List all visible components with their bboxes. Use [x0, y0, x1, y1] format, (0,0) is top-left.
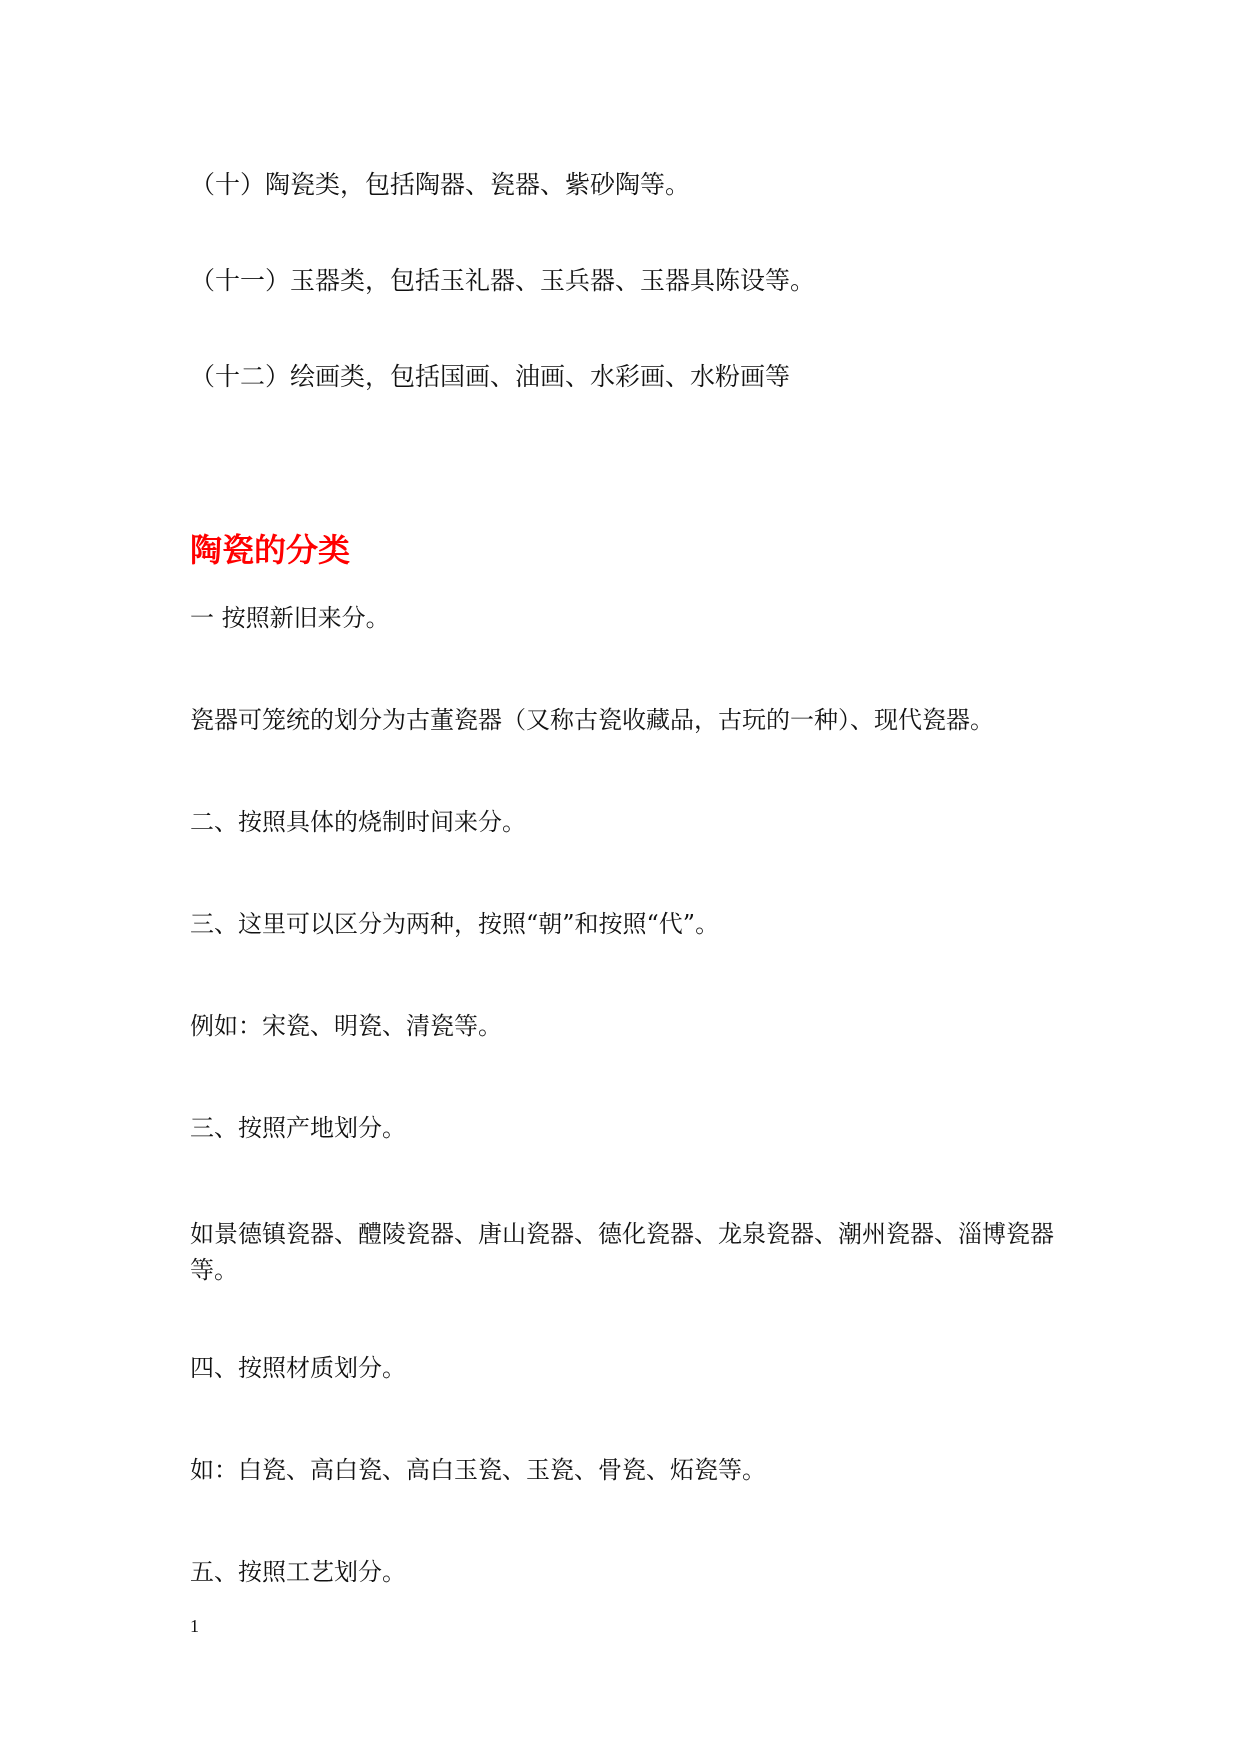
page-number: 1: [190, 1616, 199, 1636]
paragraph-material-examples: 如：白瓷、高白瓷、高白玉瓷、玉瓷、骨瓷、炻瓷等。: [190, 1456, 766, 1484]
intro-list-item-painting: （十二）绘画类，包括国画、油画、水彩画、水粉画等: [190, 362, 791, 391]
paragraph-dynasty-example: 例如：宋瓷、明瓷、清瓷等。: [190, 1012, 502, 1040]
paragraph-by-material: 四、按照材质划分。: [190, 1354, 406, 1382]
paragraph-by-age: 一 按照新旧来分。: [190, 604, 390, 632]
paragraph-origin-examples: 如景德镇瓷器、醴陵瓷器、唐山瓷器、德化瓷器、龙泉瓷器、潮州瓷器、淄博瓷器等。: [190, 1220, 1054, 1284]
paragraph-by-origin: 三、按照产地划分。: [190, 1114, 406, 1142]
paragraph-by-craft: 五、按照工艺划分。: [190, 1558, 406, 1586]
paragraph-antique-modern: 瓷器可笼统的划分为古董瓷器（又称古瓷收藏品，古玩的一种）、现代瓷器。: [190, 706, 994, 734]
section-title: 陶瓷的分类: [190, 531, 351, 569]
paragraph-by-firing-time: 二、按照具体的烧制时间来分。: [190, 808, 526, 836]
intro-list-item-jade: （十一）玉器类，包括玉礼器、玉兵器、玉器具陈设等。: [190, 266, 816, 295]
paragraph-dynasty-era: 三、这里可以区分为两种，按照“朝”和按照“代”。: [190, 910, 720, 938]
intro-list-item-ceramics: （十）陶瓷类，包括陶器、瓷器、紫砂陶等。: [190, 170, 691, 199]
